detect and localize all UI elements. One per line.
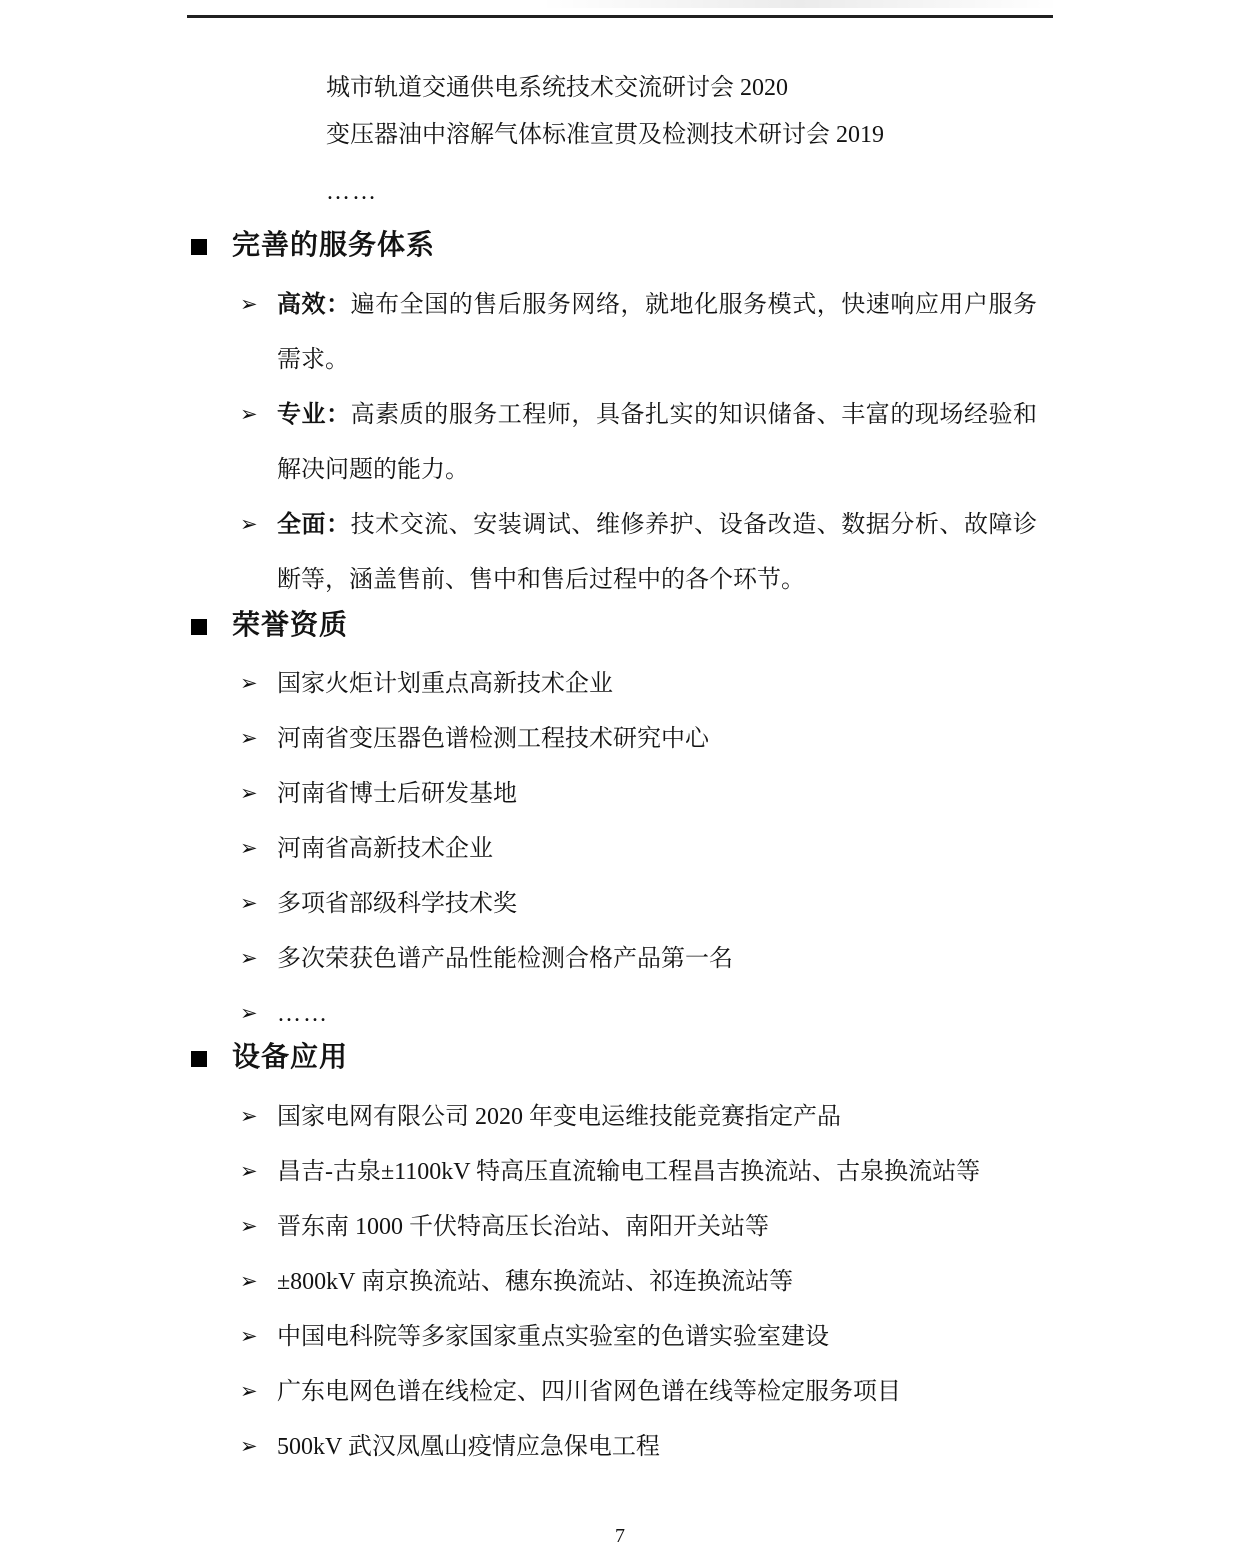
- section-title: 完善的服务体系: [232, 230, 436, 261]
- arrow-bullet-icon: ➢: [240, 671, 258, 695]
- page-number: 7: [615, 1525, 625, 1547]
- arrow-bullet-icon: ➢: [240, 1324, 258, 1348]
- item-text: 多项省部级科学技术奖: [277, 891, 517, 917]
- item-text: 国家电网有限公司 2020 年变电运维技能竞赛指定产品: [277, 1104, 841, 1130]
- intro-line: 城市轨道交通供电系统技术交流研讨会 2020: [326, 75, 788, 101]
- item-text: 高素质的服务工程师，具备扎实的知识储备、丰富的现场经验和解决问题的能力。: [277, 402, 1038, 483]
- item-text: 多次荣获色谱产品性能检测合格产品第一名: [277, 946, 733, 972]
- section-title: 设备应用: [232, 1042, 349, 1073]
- item-text: 中国电科院等多家国家重点实验室的色谱实验室建设: [277, 1324, 829, 1350]
- list-item: [240, 712, 1100, 767]
- item-text: 昌吉-古泉±1100kV 特高压直流输电工程昌吉换流站、古泉换流站等: [277, 1159, 981, 1185]
- list-item: [240, 822, 1100, 877]
- square-bullet-icon: [191, 619, 207, 635]
- item-lead: 高效：: [277, 292, 351, 318]
- list-item: [240, 388, 1037, 498]
- list-item: [240, 1420, 1140, 1475]
- arrow-bullet-icon: ➢: [240, 946, 258, 970]
- arrow-bullet-icon: ➢: [240, 891, 258, 915]
- item-text: 遍布全国的售后服务网络，就地化服务模式，快速响应用户服务需求。: [277, 292, 1038, 373]
- section-title: 荣誉资质: [232, 610, 349, 641]
- item-text: 河南省博士后研发基地: [277, 781, 517, 807]
- section-heading-service: [191, 231, 435, 261]
- item-text: 500kV 武汉凤凰山疫情应急保电工程: [277, 1434, 660, 1460]
- service-list: [240, 278, 1037, 608]
- list-item: [240, 278, 1037, 388]
- arrow-bullet-icon: ➢: [240, 1434, 258, 1458]
- arrow-bullet-icon: ➢: [240, 1379, 258, 1403]
- item-text: 国家火炬计划重点高新技术企业: [277, 671, 613, 697]
- item-text: 河南省高新技术企业: [277, 836, 493, 862]
- list-item: [240, 1090, 1140, 1145]
- list-item: [240, 1145, 1140, 1200]
- scan-artifact: [540, 0, 1060, 8]
- arrow-bullet-icon: ➢: [240, 781, 258, 805]
- square-bullet-icon: [191, 239, 207, 255]
- intro-line: 变压器油中溶解气体标准宣贯及检测技术研讨会 2019: [326, 122, 884, 148]
- list-item: [240, 877, 1100, 932]
- list-item: [240, 1310, 1140, 1365]
- header-rule: [187, 15, 1053, 18]
- item-text: 广东电网色谱在线检定、四川省网色谱在线等检定服务项目: [277, 1379, 901, 1405]
- section-heading-applications: [191, 1043, 348, 1073]
- applications-list: [240, 1090, 1140, 1475]
- item-text: 晋东南 1000 千伏特高压长治站、南阳开关站等: [277, 1214, 769, 1240]
- section-heading-honors: [191, 611, 348, 641]
- square-bullet-icon: [191, 1051, 207, 1067]
- item-lead: 专业：: [277, 402, 351, 428]
- arrow-bullet-icon: ➢: [240, 1269, 258, 1293]
- list-item: [240, 657, 1100, 712]
- item-text: ……: [277, 1001, 329, 1027]
- list-item: [240, 1365, 1140, 1420]
- list-item: [240, 1200, 1140, 1255]
- item-text: 技术交流、安装调试、维修养护、设备改造、数据分析、故障诊断等，涵盖售前、售中和售后过程中的各个环节。: [277, 512, 1038, 593]
- arrow-bullet-icon: ➢: [240, 726, 258, 750]
- arrow-bullet-icon: ➢: [240, 836, 258, 860]
- arrow-bullet-icon: ➢: [240, 1159, 258, 1183]
- intro-ellipsis: ……: [326, 179, 378, 205]
- list-item: [240, 1255, 1140, 1310]
- arrow-bullet-icon: ➢: [240, 512, 258, 536]
- arrow-bullet-icon: ➢: [240, 1214, 258, 1238]
- list-item: [240, 932, 1100, 987]
- honors-list: [240, 657, 1100, 1042]
- list-item-ellipsis: [240, 987, 1100, 1042]
- item-text: ±800kV 南京换流站、穗东换流站、祁连换流站等: [277, 1269, 794, 1295]
- arrow-bullet-icon: ➢: [240, 1001, 260, 1025]
- item-text: 河南省变压器色谱检测工程技术研究中心: [277, 726, 709, 752]
- item-lead: 全面：: [277, 512, 351, 538]
- list-item: [240, 498, 1037, 608]
- arrow-bullet-icon: ➢: [240, 402, 258, 426]
- arrow-bullet-icon: ➢: [240, 292, 258, 316]
- list-item: [240, 767, 1100, 822]
- arrow-bullet-icon: ➢: [240, 1104, 258, 1128]
